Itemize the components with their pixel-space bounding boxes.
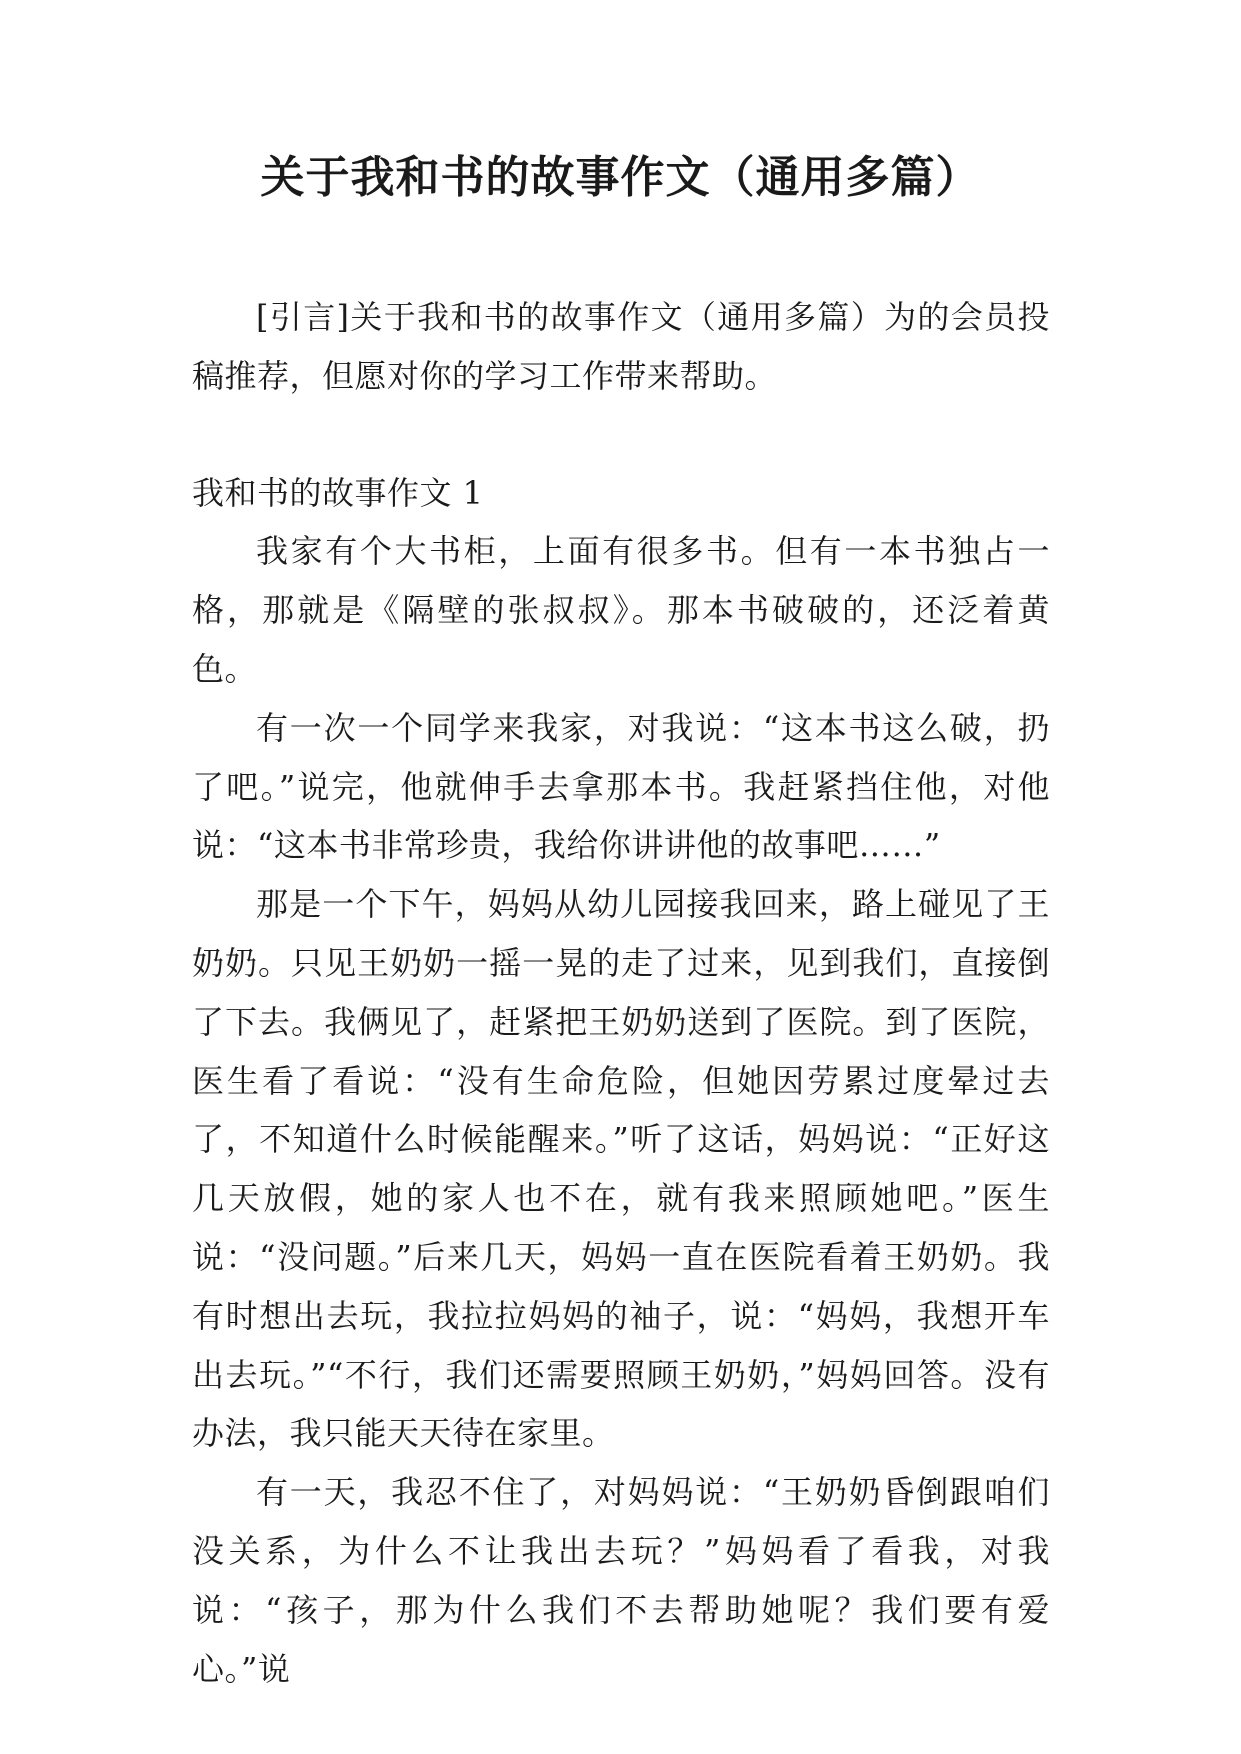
paragraph-3: 那是一个下午，妈妈从幼儿园接我回来，路上碰见了王奶奶。只见王奶奶一摇一晃的走了过来，见到我们，直接倒了下去。我俩见了，赶紧把王奶奶送到了医院。到了医院，医生看了看说：“没有生命危险，但她因劳累过度晕过去了，不知道什么时候能醒来。”听了这话，妈妈说：“正好这几天放假，她的家人也不在，就有我来照顾她吧。”医生说：“没问题。”后来几天，妈妈一直在医院看着王奶奶。我有时想出去玩，我拉拉妈妈的袖子，说：“妈妈，我想开车出去玩。”“不行，我们还需要照顾王奶奶，”妈妈回答。没有办法，我只能天天待在家里。 [192, 885, 1050, 1453]
paragraph-4: 有一天，我忍不住了，对妈妈说：“王奶奶昏倒跟咱们没关系，为什么不让我出去玩？”妈妈看了看我，对我说：“孩子，那为什么我们不去帮助她呢？我们要有爱心。”说 [192, 1473, 1050, 1688]
intro-paragraph: [引言]关于我和书的故事作文（通用多篇）为的会员投稿推荐，但愿对你的学习工作带来帮助。 [192, 298, 1050, 395]
paragraph-1: 我家有个大书柜，上面有很多书。但有一本书独占一格，那就是《隔壁的张叔叔》。那本书破破的，还泛着黄色。 [192, 532, 1050, 688]
document-body [192, 288, 1050, 1698]
paragraph-2: 有一次一个同学来我家，对我说：“这本书这么破，扔了吧。”说完，他就伸手去拿那本书。我赶紧挡住他，对他说：“这本书非常珍贵，我给你讲讲他的故事吧……” [192, 708, 1050, 865]
document-title: 关于我和书的故事作文（通用多篇） [260, 152, 981, 203]
section-heading: 我和书的故事作文 1 [192, 473, 484, 512]
